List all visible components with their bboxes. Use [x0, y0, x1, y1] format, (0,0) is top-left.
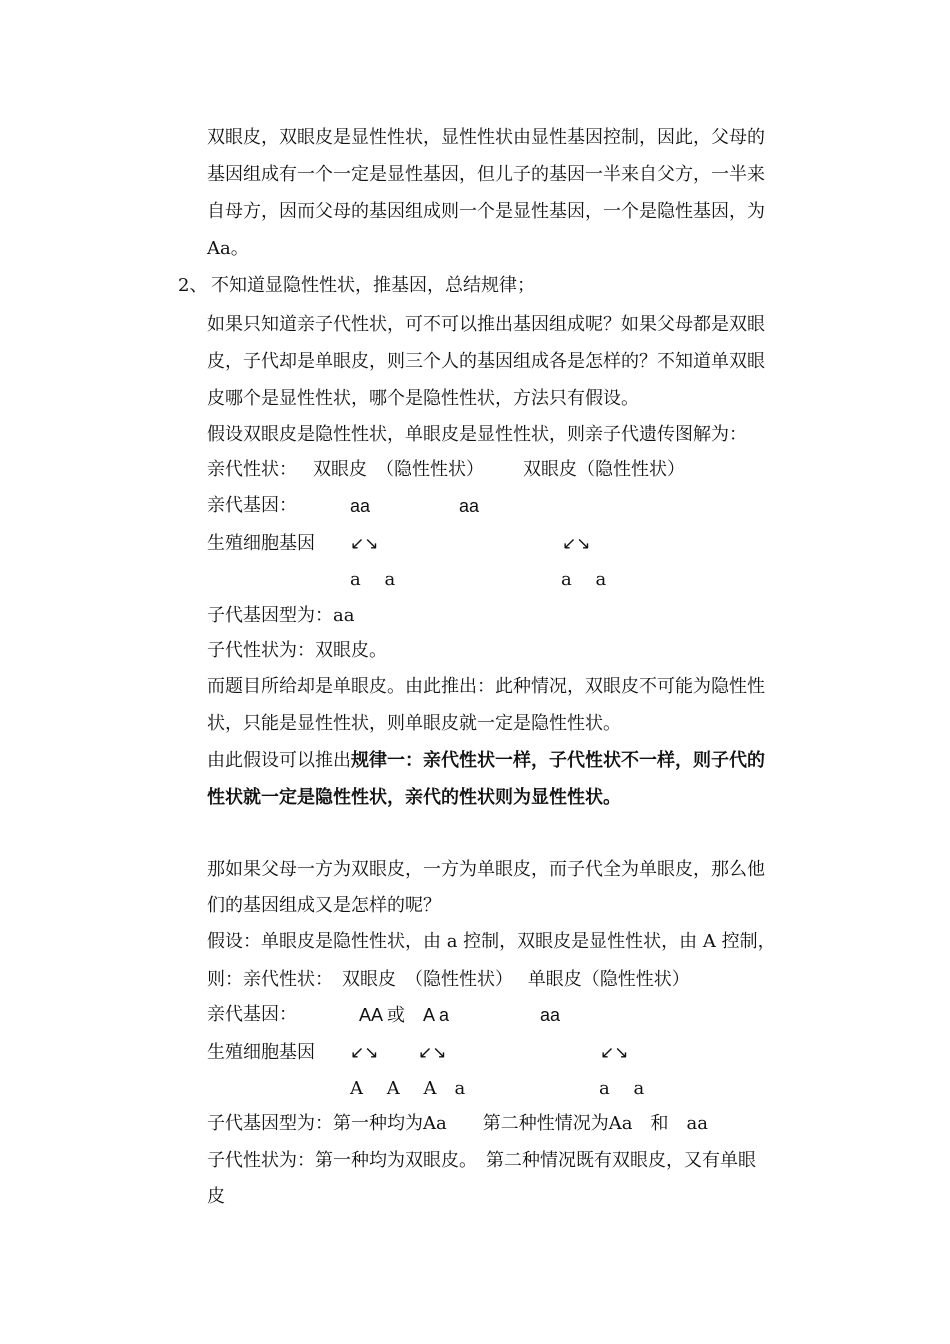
rule-one-line2: 性状就一定是隐性性状，亲代的性状则为显性性状。 [207, 787, 621, 808]
diagram1-offspring-trait: 子代性状为：双眼皮。 [207, 640, 387, 661]
diagram2-parent-gene-2: aa [540, 1005, 561, 1025]
para4-line1: 那如果父母一方为双眼皮，一方为单眼皮，而子代全为单眼皮，那么他 [207, 859, 765, 880]
diagram2-gametes-1: A A A a [350, 1078, 466, 1099]
diagram1-parent-trait-2: 双眼皮（隐性性状） [523, 459, 685, 480]
diagram2-parent-gene-1: AA 或 A a [359, 1005, 450, 1025]
diagram1-parent-gene-2: aa [459, 496, 480, 516]
section2-number: 2、 [178, 275, 208, 296]
para1-line1: 双眼皮，双眼皮是显性性状，显性性状由显性基因控制，因此，父母的 [207, 127, 765, 148]
diagram1-gamete-label: 生殖细胞基因 [207, 533, 315, 554]
para2-line4: 假设双眼皮是隐性性状，单眼皮是显性性状，则亲子代遗传图解为： [207, 424, 747, 445]
diagram2-split-arrows-3: ↙↘ [600, 1043, 629, 1063]
para2-line2: 皮，子代却是单眼皮，则三个人的基因组成各是怎样的？不知道单双眼 [207, 351, 765, 372]
para1-line4: Aa。 [207, 238, 249, 259]
para4-line2: 们的基因组成又是怎样的呢？ [207, 895, 441, 916]
para3-line2: 状，只能是显性性状，则单眼皮就一定是隐性性状。 [207, 713, 621, 734]
diagram1-gametes-1: a a [350, 569, 396, 590]
diagram2-gamete-label: 生殖细胞基因 [207, 1042, 315, 1063]
diagram2-parent-traits: 则：亲代性状： 双眼皮 （隐性性状） 单眼皮（隐性性状） [207, 969, 690, 990]
para1-line3: 自母方，因而父母的基因组成则一个是显性基因，一个是隐性基因，为 [207, 201, 765, 222]
diagram2-offspring-trait-line2: 皮 [207, 1186, 225, 1207]
para1-line2: 基因组成有一个一定是显性基因，但儿子的基因一半来自父方，一半来 [207, 164, 765, 185]
diagram1-parent-genes-label: 亲代基因： [207, 495, 297, 516]
diagram2-offspring-genotype: 子代基因型为：第一种均为Aa 第二种性情况为Aa 和 aa [207, 1113, 708, 1134]
diagram2-parent-genes-label: 亲代基因： [207, 1004, 297, 1025]
diagram2-offspring-trait-line1: 子代性状为：第一种均为双眼皮。 第二种情况既有双眼皮，又有单眼 [207, 1150, 756, 1171]
diagram1-parent-gene-1: aa [350, 496, 371, 516]
para2-line1: 如果只知道亲子代性状，可不可以推出基因组成呢？如果父母都是双眼 [207, 314, 765, 335]
para3-line1: 而题目所给却是单眼皮。由此推出：此种情况，双眼皮不可能为隐性性 [207, 676, 765, 697]
section2-heading: 不知道显隐性性状，推基因，总结规律； [211, 275, 535, 296]
diagram2-split-arrows-2: ↙↘ [418, 1043, 447, 1063]
rule-one-prefix: 由此假设可以推出 [207, 750, 351, 771]
diagram2-split-arrows-1: ↙↘ [350, 1043, 379, 1063]
para4-line3: 假设：单眼皮是隐性性状，由 a 控制，双眼皮是显性性状，由 A 控制， [207, 931, 776, 952]
diagram1-split-arrows-1: ↙↘ [350, 534, 379, 554]
diagram1-parent-trait-1: 双眼皮 （隐性性状） [313, 459, 484, 480]
rule-one-line1 [207, 750, 765, 772]
diagram2-gametes-2: a a [599, 1078, 645, 1099]
rule-one-statement: 规律一：亲代性状一样，子代性状不一样，则子代的 [351, 750, 765, 771]
para2-line3: 皮哪个是显性性状，哪个是隐性性状，方法只有假设。 [207, 388, 639, 409]
diagram1-gametes-2: a a [561, 569, 607, 590]
diagram1-split-arrows-2: ↙↘ [562, 534, 591, 554]
diagram1-offspring-genotype: 子代基因型为：aa [207, 605, 355, 626]
diagram1-parent-traits-label: 亲代性状： [207, 459, 297, 480]
